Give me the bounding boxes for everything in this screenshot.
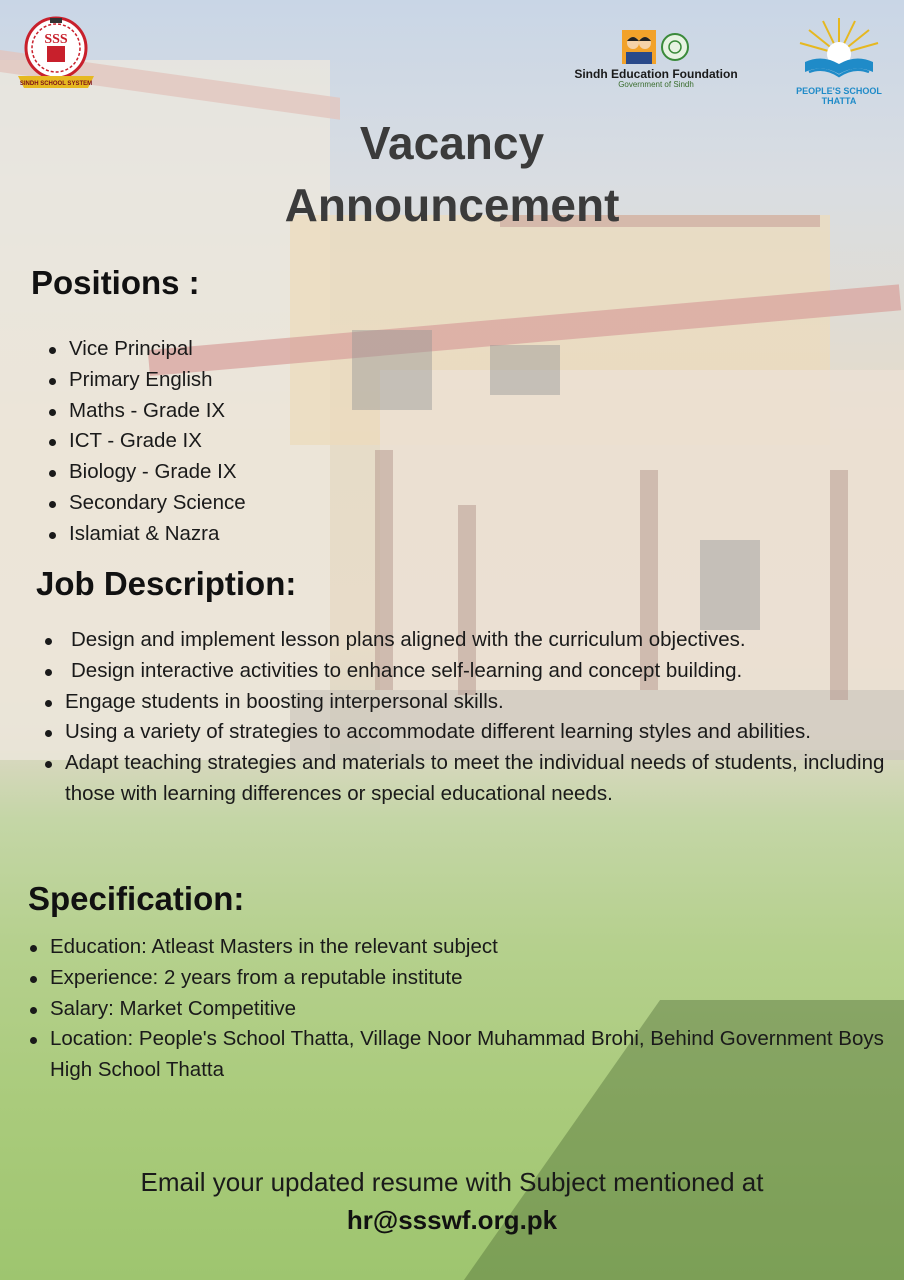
sef-subtitle: Government of Sindh	[618, 80, 694, 89]
application-email: hr@ssswf.org.pk	[346, 1205, 558, 1235]
peoples-school-name: PEOPLE'S SCHOOL THATTA	[796, 86, 882, 106]
list-item: Maths - Grade IX	[47, 396, 246, 427]
list-item: Islamiat & Nazra	[47, 519, 246, 550]
list-item: ICT - Grade IX	[47, 426, 246, 457]
list-item: Education: Atleast Masters in the relevant subject	[28, 932, 888, 963]
list-item: Primary English	[47, 365, 246, 396]
sss-logo-banner: SINDH SCHOOL SYSTEM	[19, 81, 93, 87]
list-item: Secondary Science	[47, 488, 246, 519]
background-window	[352, 330, 432, 410]
list-item: Design and implement lesson plans aligned with the curriculum objectives.	[43, 625, 903, 656]
peoples-school-thatta-logo	[780, 14, 898, 106]
government-of-sindh-emblem-icon	[660, 30, 690, 64]
specification-list	[28, 932, 888, 1086]
job-description-list	[43, 625, 903, 810]
sindh-education-foundation-logo	[570, 30, 742, 92]
job-description-heading: Job Description:	[36, 565, 297, 602]
list-item: Experience: 2 years from a reputable institute	[28, 963, 888, 994]
title-line-1: Vacancy	[359, 117, 545, 169]
sindh-school-system-logo	[14, 10, 98, 96]
specification-heading: Specification:	[28, 880, 245, 917]
sef-children-icon	[622, 30, 656, 64]
application-instruction: Email your updated resume with Subject mentioned at	[140, 1167, 764, 1197]
page-title	[0, 112, 904, 236]
list-item: Salary: Market Competitive	[28, 994, 888, 1025]
list-item: Biology - Grade IX	[47, 457, 246, 488]
sef-name: Sindh Education Foundation	[574, 67, 738, 81]
title-line-2: Announcement	[284, 179, 620, 231]
background-window	[700, 540, 760, 630]
background-window	[490, 345, 560, 395]
list-item: Location: People's School Thatta, Village Noor Muhammad Brohi, Behind Government Boys High School Thatta	[28, 1024, 888, 1086]
list-item: Design interactive activities to enhance self-learning and concept building.	[43, 656, 903, 687]
peoples-school-book-sun-icon	[791, 14, 887, 82]
list-item: Using a variety of strategies to accommodate different learning styles and abilities.	[43, 717, 903, 748]
positions-heading: Positions :	[31, 264, 200, 301]
list-item: Engage students in boosting interpersonal skills.	[43, 687, 903, 718]
sss-logo-letters: SSS	[44, 32, 68, 47]
list-item: Adapt teaching strategies and materials to meet the individual needs of students, including those with learning differences or special educational needs.	[43, 748, 903, 810]
positions-list	[47, 334, 246, 550]
list-item: Vice Principal	[47, 334, 246, 365]
